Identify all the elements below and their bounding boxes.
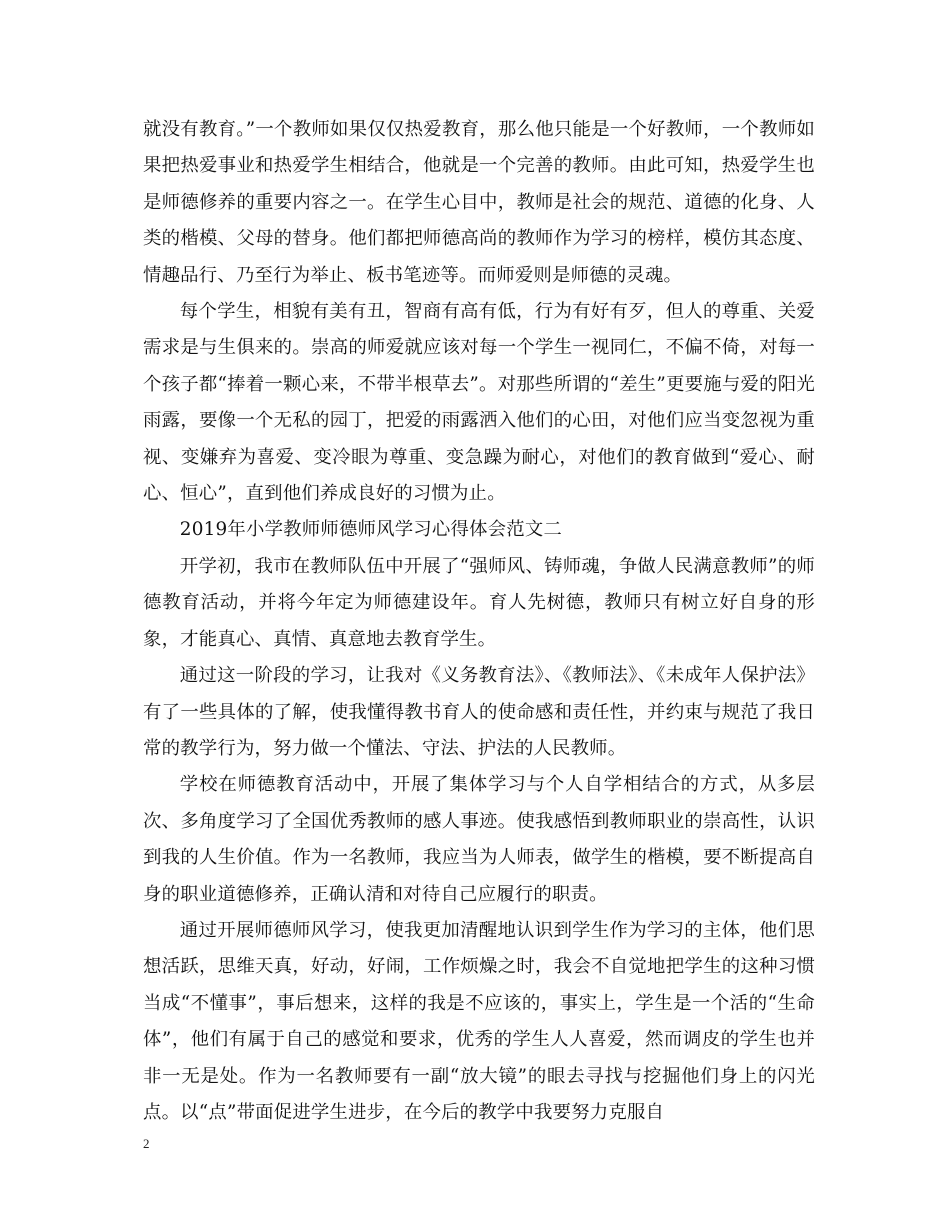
paragraph-6: 通过开展师德师风学习，使我更加清醒地认识到学生作为学习的主体，他们思想活跃，思维天真，好动，好闹，工作烦燥之时，我会不自觉地把学生的这种习惯当成“不懂事”，事后想来，这样的我是不应该的，事实上，学生是一个活的“生命体”，他们有属于自己的感觉和要求，优秀的学生人人喜爱，然而调皮的学生也并非一无是处。作为一名教师要有一副“放大镜”的眼去寻找与挖掘他们身上的闪光点。以“点”带面促进学生进步，在今后的教学中我要努力克服自 <box>143 919 815 1123</box>
paragraph-1: 就没有教育。”一个教师如果仅仅热爱教育，那么他只能是一个好教师，一个教师如果把热爱事业和热爱学生相结合，他就是一个完善的教师。由此可知，热爱学生也是师德修养的重要内容之一。在学生心目中，教师是社会的规范、道德的化身、人类的楷模、父母的替身。他们都把师德高尚的教师作为学习的榜样，模仿其态度、情趣品行、乃至行为举止、板书笔迹等。而师爱则是师德的灵魂。 <box>143 119 815 286</box>
paragraph-4: 通过这一阶段的学习，让我对《义务教育法》、《教师法》、《未成年人保护法》有了一些具体的了解，使我懂得教书育人的使命感和责任性，并约束与规范了我日常的教学行为，努力做一个懂法、守法、护法的人民教师。 <box>143 665 815 759</box>
document-body <box>143 112 815 1131</box>
paragraph-3: 开学初，我市在教师队伍中开展了“强师风、铸师魂，争做人民满意教师”的师德教育活动，并将今年定为师德建设年。育人先树德，教师只有树立好自身的形象，才能真心、真情、真意地去教育学生。 <box>143 555 815 650</box>
section-heading: 2019年小学教师师德师风学习心得体会范文二 <box>179 519 563 541</box>
page-number: 2 <box>143 1136 150 1151</box>
paragraph-2: 每个学生，相貌有美有丑，智商有高有低，行为有好有歹，但人的尊重、关爱需求是与生俱来的。崇高的师爱就应该对每一个学生一视同仁，不偏不倚，对每一个孩子都“捧着一颗心来，不带半根草去”。对那些所谓的“差生”更要施与爱的阳光雨露，要像一个无私的园丁，把爱的雨露洒入他们的心田，对他们应当变忽视为重视、变嫌弃为喜爱、变冷眼为尊重、变急躁为耐心，对他们的教育做到“爱心、耐心、恒心”，直到他们养成良好的习惯为止。 <box>143 301 815 505</box>
paragraph-5: 学校在师德教育活动中，开展了集体学习与个人自学相结合的方式，从多层次、多角度学习了全国优秀教师的感人事迹。使我感悟到教师职业的崇高性，认识到我的人生价值。作为一名教师，我应当为人师表，做学生的楷模，要不断提高自身的职业道德修养，正确认清和对待自己应履行的职责。 <box>143 774 815 905</box>
